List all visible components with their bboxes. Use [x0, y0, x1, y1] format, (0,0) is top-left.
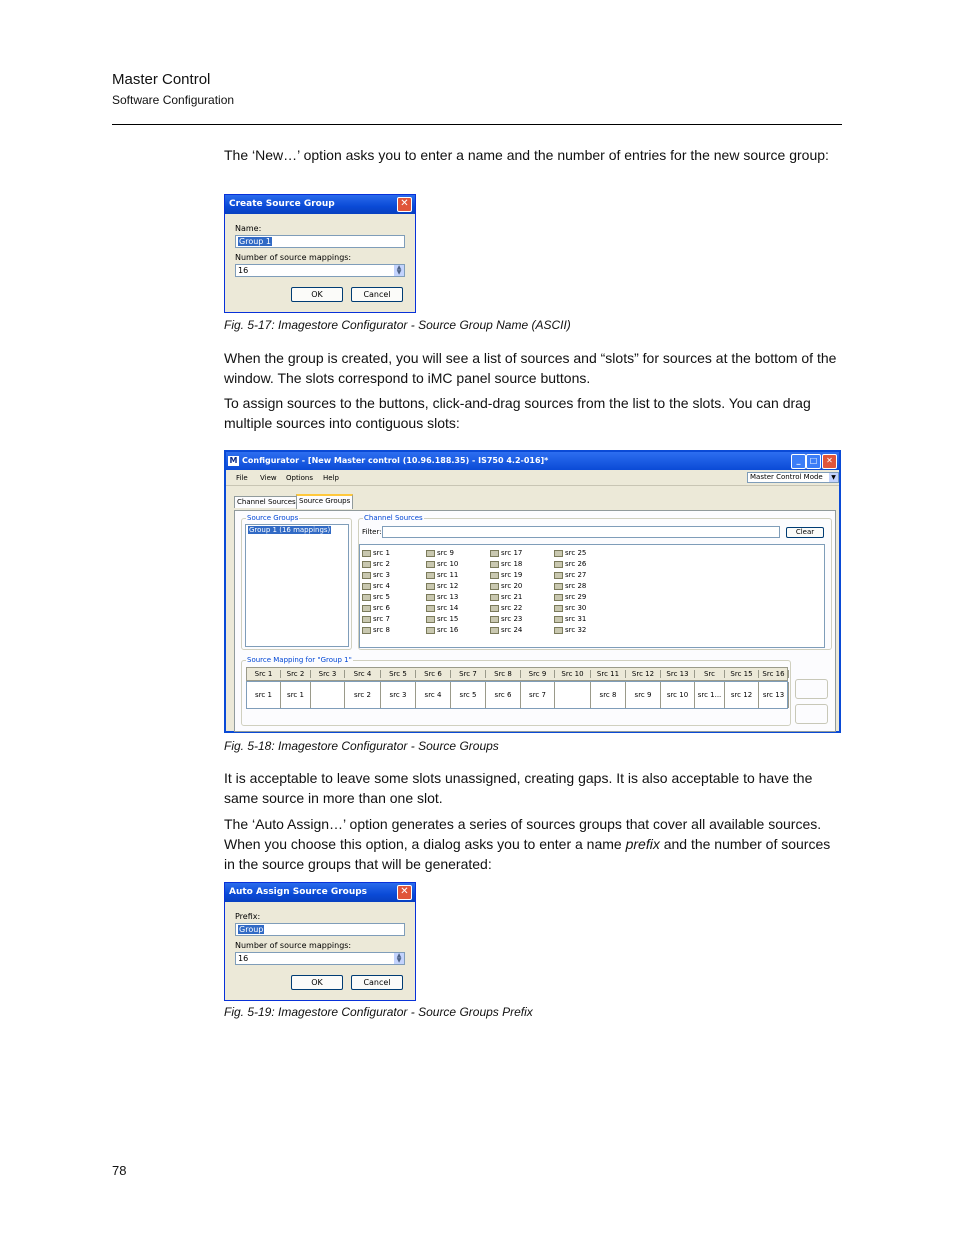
- mapping-slot[interactable]: src 4: [416, 682, 451, 708]
- source-icon: [490, 616, 499, 623]
- figure-caption-19: Fig. 5-19: Imagestore Configurator - Source Groups Prefix: [224, 1005, 533, 1019]
- close-icon[interactable]: ✕: [397, 197, 412, 212]
- channel-sources-list[interactable]: [359, 544, 825, 648]
- source-item-label: src 4: [373, 582, 390, 590]
- source-item-label: src 10: [437, 560, 459, 568]
- source-item-label: src 32: [565, 626, 587, 634]
- mapping-header-cell: Src 16: [759, 670, 789, 678]
- source-icon: [362, 572, 371, 579]
- source-item[interactable]: [362, 560, 390, 568]
- source-item[interactable]: [426, 615, 458, 623]
- source-item[interactable]: [554, 615, 586, 623]
- source-item[interactable]: [554, 560, 586, 568]
- configurator-window: [224, 450, 841, 733]
- page-number: 78: [112, 1163, 127, 1178]
- create-source-group-dialog: [224, 194, 416, 313]
- menu-bar: [226, 470, 839, 486]
- mapping-header-cell: Src 12: [626, 670, 661, 678]
- source-item[interactable]: [490, 615, 522, 623]
- auto-assign-dialog: [224, 882, 416, 1001]
- source-icon: [554, 627, 563, 634]
- menu-file[interactable]: File: [236, 474, 248, 482]
- source-icon: [490, 572, 499, 579]
- name-value: Group 1: [239, 237, 271, 246]
- source-icon: [554, 616, 563, 623]
- source-item-label: src 28: [565, 582, 587, 590]
- source-item[interactable]: [554, 582, 586, 590]
- source-icon: [554, 583, 563, 590]
- source-icon: [362, 550, 371, 557]
- source-groups-label: Source Groups: [247, 514, 299, 522]
- mappings-label: Number of source mappings:: [235, 253, 352, 262]
- source-icon: [490, 561, 499, 568]
- paragraph-unassigned-slots: It is acceptable to leave some slots unassigned, creating gaps. It is also acceptable to have the same source in more than one slot.: [224, 770, 813, 806]
- mapping-slot[interactable]: src 8: [591, 682, 626, 708]
- mapping-header-cell: Src 7: [451, 670, 486, 678]
- source-icon: [490, 627, 499, 634]
- mapping-slot[interactable]: src 7: [521, 682, 555, 708]
- paragraph-assign-sources: To assign sources to the buttons, click-and-drag sources from the list to the slots. You can drag multiple sources into contiguous slots:: [224, 395, 811, 431]
- source-item-label: src 1: [373, 549, 390, 557]
- source-item[interactable]: [554, 593, 586, 601]
- source-icon: [426, 605, 435, 612]
- prefix-label: Prefix:: [235, 912, 261, 921]
- tab-channel-sources[interactable]: Channel Sources: [234, 496, 299, 508]
- side-button-bottom[interactable]: [795, 704, 828, 724]
- source-item[interactable]: [362, 615, 390, 623]
- source-icon: [426, 583, 435, 590]
- source-item[interactable]: [554, 549, 586, 557]
- source-item[interactable]: [426, 582, 458, 590]
- prefix-value: Group: [239, 925, 264, 934]
- mode-value: Master Control Mode: [750, 473, 823, 481]
- mapping-slot[interactable]: src 12: [725, 682, 759, 708]
- mapping-slot[interactable]: src 9: [626, 682, 661, 708]
- source-item-label: src 5: [373, 593, 390, 601]
- tab-source-groups[interactable]: Source Groups: [296, 494, 353, 509]
- source-item[interactable]: [490, 604, 522, 612]
- source-item[interactable]: [490, 626, 522, 634]
- source-item[interactable]: [554, 604, 586, 612]
- filter-input[interactable]: [382, 526, 780, 538]
- mapping-header-cell: Src 5: [381, 670, 416, 678]
- mappings-value: 16: [238, 954, 249, 963]
- mapping-slot[interactable]: [555, 682, 591, 708]
- source-item-label: src 16: [437, 626, 459, 634]
- source-icon: [426, 561, 435, 568]
- source-item[interactable]: [490, 593, 522, 601]
- paragraph-auto-assign-prefix: prefix: [625, 836, 660, 852]
- source-item[interactable]: [362, 549, 390, 557]
- dialog-titlebar: [225, 195, 415, 214]
- cancel-button[interactable]: Cancel: [351, 287, 403, 302]
- source-item-label: src 29: [565, 593, 587, 601]
- source-item[interactable]: [426, 593, 458, 601]
- source-item[interactable]: [554, 626, 586, 634]
- mapping-header-cell: Src 4: [345, 670, 381, 678]
- source-item-label: src 21: [501, 593, 523, 601]
- ok-button[interactable]: OK: [291, 975, 343, 990]
- mapping-header-cell: Src 9: [521, 670, 555, 678]
- window-body: [226, 470, 839, 731]
- name-field[interactable]: [235, 235, 405, 248]
- source-item-label: src 2: [373, 560, 390, 568]
- mapping-header-cell: Src 2: [281, 670, 311, 678]
- mappings-label: Number of source mappings:: [235, 941, 352, 950]
- source-item-label: src 22: [501, 604, 523, 612]
- source-item-label: src 8: [373, 626, 390, 634]
- source-item[interactable]: [426, 560, 458, 568]
- chevron-down-icon[interactable]: ▼: [829, 473, 838, 482]
- mapping-header-cell: Src 6: [416, 670, 451, 678]
- source-icon: [426, 572, 435, 579]
- prefix-field[interactable]: [235, 923, 405, 936]
- source-icon: [426, 627, 435, 634]
- figure-caption-17: Fig. 5-17: Imagestore Configurator - Source Group Name (ASCII): [224, 318, 571, 332]
- dialog-titlebar: [225, 883, 415, 902]
- mode-select[interactable]: [747, 472, 839, 483]
- source-item[interactable]: [426, 571, 458, 579]
- mapping-slot[interactable]: src 10: [661, 682, 695, 708]
- source-icon: [554, 550, 563, 557]
- mapping-slot-row: [246, 681, 788, 709]
- source-icon: [490, 550, 499, 557]
- source-icon: [362, 594, 371, 601]
- minimize-icon[interactable]: _: [791, 454, 806, 469]
- mappings-value: 16: [238, 266, 249, 275]
- close-icon[interactable]: ✕: [822, 454, 837, 469]
- source-item-label: src 19: [501, 571, 523, 579]
- menu-view[interactable]: View: [260, 474, 277, 482]
- source-item-label: src 24: [501, 626, 523, 634]
- filter-label: Filter:: [362, 528, 382, 536]
- source-item[interactable]: [426, 549, 454, 557]
- paragraph-auto-assign: [224, 814, 844, 874]
- source-item-label: src 27: [565, 571, 587, 579]
- source-item-label: src 7: [373, 615, 390, 623]
- menu-help[interactable]: Help: [323, 474, 339, 482]
- source-icon: [362, 561, 371, 568]
- source-item-label: src 11: [437, 571, 459, 579]
- source-item-label: src 30: [565, 604, 587, 612]
- mapping-slot[interactable]: src 1: [247, 682, 281, 708]
- source-icon: [554, 605, 563, 612]
- mapping-slot[interactable]: src 1: [281, 682, 311, 708]
- mapping-slot[interactable]: src 1...: [695, 682, 725, 708]
- source-item[interactable]: [490, 582, 522, 590]
- mappings-spinner[interactable]: [235, 264, 405, 277]
- source-item-label: src 20: [501, 582, 523, 590]
- clear-button[interactable]: Clear: [786, 527, 824, 538]
- source-item[interactable]: [490, 571, 522, 579]
- source-groups-pane: [234, 510, 836, 732]
- dialog-title: Create Source Group: [229, 199, 335, 209]
- source-item-label: src 31: [565, 615, 587, 623]
- channel-sources-box: [358, 514, 832, 650]
- source-icon: [426, 550, 435, 557]
- figure-caption-18: Fig. 5-18: Imagestore Configurator - Source Groups: [224, 739, 499, 753]
- header-rule: [112, 124, 842, 125]
- source-item[interactable]: [554, 571, 586, 579]
- mapping-slot[interactable]: [311, 682, 345, 708]
- dialog-title: Auto Assign Source Groups: [229, 887, 368, 897]
- source-item[interactable]: [362, 571, 390, 579]
- source-icon: [362, 583, 371, 590]
- maximize-icon[interactable]: □: [806, 454, 821, 469]
- spinner-arrows-icon[interactable]: ▲ ▼: [394, 265, 404, 276]
- source-icon: [362, 616, 371, 623]
- source-item-label: src 12: [437, 582, 459, 590]
- source-item[interactable]: [426, 604, 458, 612]
- source-item-label: src 3: [373, 571, 390, 579]
- document-title: Master Control: [112, 71, 211, 88]
- source-item-label: src 14: [437, 604, 459, 612]
- source-mapping-label: Source Mapping for "Group 1": [247, 656, 352, 664]
- mapping-header-cell: Src 11: [591, 670, 626, 678]
- mapping-header-cell: Src: [695, 670, 725, 678]
- source-groups-list[interactable]: [245, 524, 349, 647]
- source-icon: [554, 572, 563, 579]
- spinner-arrows-icon[interactable]: ▲ ▼: [394, 953, 404, 964]
- source-item-label: src 15: [437, 615, 459, 623]
- cancel-button[interactable]: Cancel: [351, 975, 403, 990]
- source-item[interactable]: [362, 582, 390, 590]
- mappings-spinner[interactable]: [235, 952, 405, 965]
- source-item[interactable]: [362, 626, 390, 634]
- source-icon: [362, 605, 371, 612]
- source-item-label: src 9: [437, 549, 454, 557]
- source-item-label: src 13: [437, 593, 459, 601]
- source-item[interactable]: [362, 604, 390, 612]
- source-icon: [554, 561, 563, 568]
- source-item[interactable]: [362, 593, 390, 601]
- paragraph-new-option: The ‘New…’ option asks you to enter a name and the number of entries for the new source group:: [224, 147, 829, 163]
- mapping-header-row: [246, 667, 788, 681]
- channel-sources-label: Channel Sources: [364, 514, 423, 522]
- source-item[interactable]: [490, 560, 522, 568]
- side-button-top[interactable]: [795, 679, 828, 699]
- source-item-label: src 6: [373, 604, 390, 612]
- source-item-label: src 23: [501, 615, 523, 623]
- paragraph-group-created: When the group is created, you will see a list of sources and “slots” for sources at the bottom of the window. The slots correspond to iMC panel source buttons.: [224, 350, 837, 386]
- mapping-header-cell: Src 3: [311, 670, 345, 678]
- ok-button[interactable]: OK: [291, 287, 343, 302]
- mapping-slot[interactable]: src 6: [486, 682, 521, 708]
- menu-options[interactable]: Options: [286, 474, 314, 482]
- group-list-item[interactable]: Group 1 (16 mappings): [249, 526, 331, 534]
- close-icon[interactable]: ✕: [397, 885, 412, 900]
- app-logo-icon: M: [229, 456, 238, 465]
- mapping-header-cell: Src 8: [486, 670, 521, 678]
- paragraph-auto-assign-part2: and the number of sources in the source groups that will be generated:: [224, 836, 831, 872]
- mapping-header-cell: Src 10: [555, 670, 591, 678]
- document-subtitle: Software Configuration: [112, 93, 235, 107]
- source-groups-box: [241, 514, 352, 650]
- mapping-slot[interactable]: src 13: [759, 682, 789, 708]
- source-item-label: src 26: [565, 560, 587, 568]
- source-item-label: src 17: [501, 549, 523, 557]
- source-icon: [426, 616, 435, 623]
- mapping-slot[interactable]: src 2: [345, 682, 381, 708]
- name-label: Name:: [235, 224, 262, 233]
- mapping-slot[interactable]: src 3: [381, 682, 416, 708]
- mapping-slot[interactable]: src 5: [451, 682, 486, 708]
- source-mapping-box: [241, 656, 791, 726]
- source-icon: [490, 594, 499, 601]
- paragraph-auto-assign-part1: The ‘Auto Assign…’ option generates a series of sources groups that cover all available sources. When you choose this option, a dialog asks you to enter a name: [224, 816, 822, 852]
- source-icon: [554, 594, 563, 601]
- mapping-header-cell: Src 15: [725, 670, 759, 678]
- source-icon: [490, 583, 499, 590]
- source-icon: [490, 605, 499, 612]
- window-title: Configurator - [New Master control (10.96.188.35) - IS750 4.2-016]*: [242, 456, 549, 465]
- source-item-label: src 25: [565, 549, 587, 557]
- source-item[interactable]: [426, 626, 458, 634]
- window-titlebar: [226, 452, 839, 470]
- mapping-header-cell: Src 1: [247, 670, 281, 678]
- source-item-label: src 18: [501, 560, 523, 568]
- source-icon: [362, 627, 371, 634]
- source-icon: [426, 594, 435, 601]
- source-item[interactable]: [490, 549, 522, 557]
- mapping-header-cell: Src 13: [661, 670, 695, 678]
